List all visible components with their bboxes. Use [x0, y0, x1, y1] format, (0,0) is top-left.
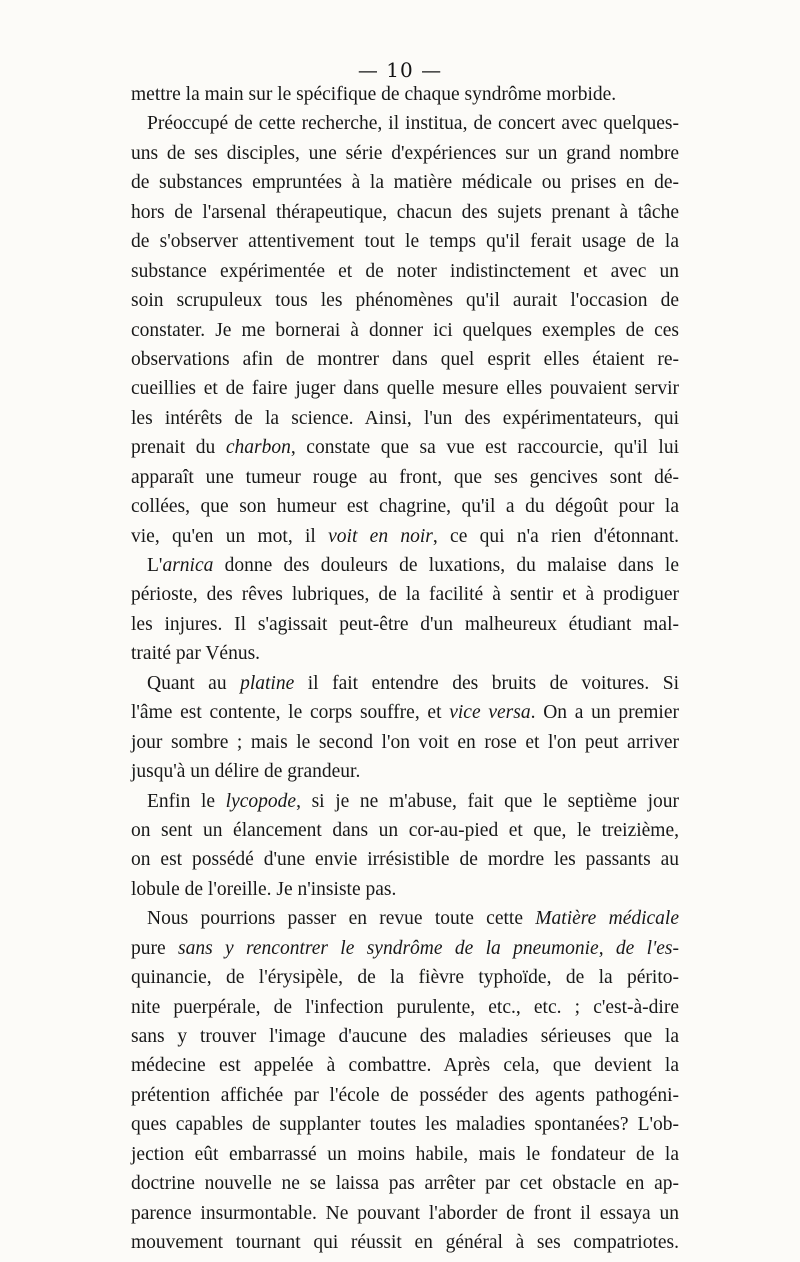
text-segment: de s'observer attentivement tout le temps qu'il ferait usage de la	[131, 231, 679, 253]
text-line	[131, 80, 679, 109]
text-segment: apparaît une tumeur rouge au front, que ses gencives sont dé-	[131, 466, 679, 488]
text-line	[131, 433, 679, 462]
text-segment: mettre la main sur le spécifique de chaque syndrôme morbide.	[131, 84, 617, 105]
text-segment: l'âme est contente, le corps souffre, et	[131, 702, 450, 724]
text-line	[131, 168, 679, 197]
text-line	[131, 522, 679, 551]
text-segment: les injures. Il s'agissait peut-être d'un malheureux étudiant mal-	[131, 613, 679, 635]
text-line	[131, 875, 679, 904]
text-segment: L'	[147, 555, 163, 576]
italic-term: arnica	[162, 555, 214, 576]
text-segment: Préoccupé de cette recherche, il institua, de concert avec quelques-	[147, 113, 679, 135]
text-segment: Quant au	[147, 672, 241, 694]
text-line	[131, 1228, 679, 1257]
text-line	[131, 728, 679, 757]
text-segment: prenait du	[131, 437, 226, 459]
italic-term: vice versa	[449, 702, 531, 724]
text-line	[131, 374, 679, 403]
text-line	[131, 639, 679, 668]
text-line	[131, 1199, 679, 1228]
page-number: — 10 —	[357, 58, 443, 82]
text-segment: . On a un premier	[530, 702, 680, 724]
text-segment: doctrine nouvelle ne se laissa pas arrêter par cet obstacle en ap-	[131, 1173, 679, 1195]
text-line	[131, 610, 679, 639]
text-segment: jour sombre ; mais le second l'on voit en rose et l'on peut arriver	[131, 731, 679, 753]
text-segment: hors de l'arsenal thérapeutique, chacun des sujets prenant à tâche	[131, 201, 679, 223]
text-line	[131, 227, 679, 256]
text-segment: traité par Vénus.	[131, 643, 261, 665]
text-segment: de substances empruntées à la matière médicale ou prises en de-	[131, 172, 679, 194]
italic-term: sans y rencontrer le syndrôme de la pneumonie, de l'es-	[165, 937, 679, 959]
text-line	[131, 198, 679, 227]
text-line	[131, 904, 679, 933]
text-segment: constater. Je me bornerai à donner ici quelques exemples de ces	[131, 319, 679, 341]
text-line	[131, 139, 679, 168]
text-segment: , si je ne m'abuse, fait que le septième jour	[296, 790, 679, 812]
text-line	[131, 963, 679, 992]
text-segment: donne des douleurs de luxations, du malaise dans le	[213, 555, 679, 576]
text-segment: Nous pourrions passer en revue toute cette	[147, 908, 536, 930]
text-line	[131, 257, 679, 286]
italic-term: platine	[240, 672, 295, 694]
text-segment: substance expérimentée et de noter indistinctement et avec un	[131, 260, 679, 282]
text-segment: Enfin le	[147, 790, 226, 812]
text-segment: lobule de l'oreille. Je n'insiste pas.	[131, 878, 397, 900]
text-line	[131, 757, 679, 786]
text-line	[131, 345, 679, 374]
text-segment: pure	[131, 937, 166, 959]
text-line	[131, 316, 679, 345]
text-segment: parence insurmontable. Ne pouvant l'aborder de front il essaya un	[131, 1202, 679, 1224]
text-line	[131, 698, 679, 727]
text-line	[131, 404, 679, 433]
text-segment: observations afin de montrer dans quel esprit elles étaient re-	[131, 348, 679, 370]
text-line	[131, 1140, 679, 1169]
text-line	[131, 993, 679, 1022]
text-line	[131, 845, 679, 874]
text-line	[131, 1051, 679, 1080]
text-segment: cueillies et de faire juger dans quelle mesure elles pouvaient servir	[131, 378, 679, 400]
text-line	[131, 1081, 679, 1110]
italic-term: charbon	[225, 437, 291, 459]
text-segment: sans y trouver l'image d'aucune des maladies sérieuses que la	[131, 1026, 679, 1047]
italic-term: voit en noir	[328, 525, 433, 547]
text-line	[131, 1169, 679, 1198]
text-line	[131, 463, 679, 492]
text-segment: médecine est appelée à combattre. Après cela, que devient la	[131, 1055, 679, 1077]
text-segment: , constate que sa vue est raccourcie, qu'il lui	[290, 437, 680, 459]
text-segment: périoste, des rêves lubriques, de la facilité à sentir et à prodiguer	[131, 584, 679, 606]
text-segment: collées, que son humeur est chagrine, qu'il a du dégoût pour la	[131, 496, 679, 518]
italic-term: lycopode	[225, 790, 297, 812]
body-text	[131, 80, 679, 1258]
text-line	[131, 816, 679, 845]
text-line	[131, 1110, 679, 1139]
text-segment: nite puerpérale, de l'infection purulente, etc., etc. ; c'est-à-dire	[131, 996, 679, 1018]
text-segment: mouvement tournant qui réussit en général à ses compatriotes.	[131, 1232, 679, 1254]
text-segment: prétention affichée par l'école de posséder des agents pathogéni-	[131, 1084, 679, 1106]
text-segment: jusqu'à un délire de grandeur.	[131, 761, 361, 783]
text-segment: les intérêts de la science. Ainsi, l'un des expérimentateurs, qui	[131, 407, 679, 429]
text-line	[131, 286, 679, 315]
text-segment: quinancie, de l'érysipèle, de la fièvre typhoïde, de la périto-	[131, 967, 679, 989]
text-line	[131, 934, 679, 963]
text-line	[131, 787, 679, 816]
text-segment: on est possédé d'une envie irrésistible de mordre les passants au	[131, 849, 679, 871]
text-segment: il fait entendre des bruits de voitures. Si	[294, 672, 679, 694]
text-line	[131, 669, 679, 698]
text-line	[131, 109, 679, 138]
text-segment: , ce qui n'a rien d'étonnant.	[432, 525, 679, 547]
text-line	[131, 580, 679, 609]
text-segment: ques capables de supplanter toutes les maladies spontanées? L'ob-	[131, 1114, 679, 1136]
text-segment: on sent un élancement dans un cor-au-pied et que, le treizième,	[131, 819, 679, 841]
text-line	[131, 1022, 679, 1051]
text-line	[131, 492, 679, 521]
text-segment: jection eût embarrassé un moins habile, mais le fondateur de la	[131, 1143, 679, 1165]
italic-term: Matière médicale	[535, 908, 679, 930]
text-segment: vie, qu'en un mot, il	[131, 525, 329, 547]
text-segment: uns de ses disciples, une série d'expériences sur un grand nombre	[131, 142, 679, 164]
text-line	[131, 551, 679, 580]
text-segment: soin scrupuleux tous les phénomènes qu'il aurait l'occasion de	[131, 290, 679, 312]
